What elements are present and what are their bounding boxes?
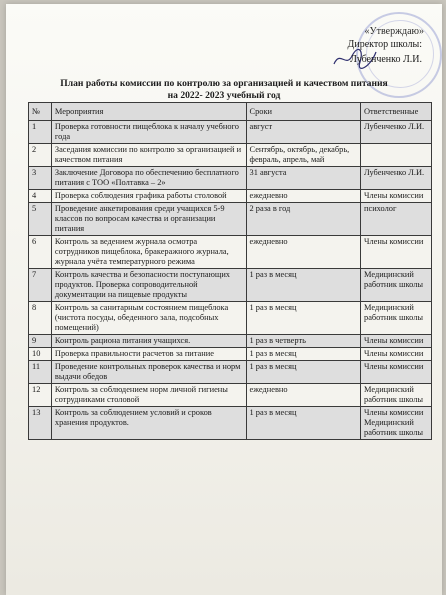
table-row (29, 236, 432, 269)
table-header-row (29, 103, 432, 121)
row-number: 5 (29, 203, 52, 236)
row-number: 6 (29, 236, 52, 269)
row-responsible: Члены комиссии (361, 348, 432, 361)
row-event: Проведение контрольных проверок качества и норм выдачи обедов (51, 361, 246, 384)
row-term: ежедневно (246, 236, 360, 269)
row-responsible: Медицинский работник школы (361, 302, 432, 335)
row-responsible: Члены комиссии (361, 335, 432, 348)
row-term: ежедневно (246, 384, 360, 407)
row-number: 11 (29, 361, 52, 384)
row-number: 2 (29, 144, 52, 167)
header-responsible: Ответственные (361, 103, 432, 121)
row-term: 1 раз в месяц (246, 269, 360, 302)
table-row (29, 348, 432, 361)
row-term: ежедневно (246, 190, 360, 203)
row-term: 1 раз в месяц (246, 407, 360, 440)
row-term: 31 августа (246, 167, 360, 190)
row-number: 1 (29, 121, 52, 144)
row-event: Контроль качества и безопасности поступающих продуктов. Проверка сопроводительной документации на пищевые продукты (51, 269, 246, 302)
header-event: Мероприятия (51, 103, 246, 121)
row-event: Заседания комиссии по контролю за организацией и качеством питания (51, 144, 246, 167)
table-row (29, 144, 432, 167)
director-label: Директор школы: (347, 39, 422, 50)
row-number: 13 (29, 407, 52, 440)
table-row (29, 121, 432, 144)
plan-title-line2: на 2022- 2023 учебный год (167, 90, 281, 101)
row-term: 1 раз в четверть (246, 335, 360, 348)
row-event: Проведение анкетирования среди учащихся 5-9 классов по вопросам качества и организации питания (51, 203, 246, 236)
table-row (29, 384, 432, 407)
row-responsible: Члены комиссии (361, 236, 432, 269)
approval-block (260, 26, 430, 74)
row-event: Контроль за соблюдением условий и сроков хранения продуктов. (51, 407, 246, 440)
row-responsible: Члены комиссии (361, 190, 432, 203)
row-responsible: Лубенченко Л.И. (361, 167, 432, 190)
row-term: август (246, 121, 360, 144)
row-event: Заключение Договора по обеспечению бесплатного питания с ТОО «Полтавка – 2» (51, 167, 246, 190)
plan-title (6, 78, 442, 102)
table-row (29, 335, 432, 348)
table-row (29, 302, 432, 335)
row-event: Контроль рациона питания учащихся. (51, 335, 246, 348)
row-responsible (361, 144, 432, 167)
header-num: № (29, 103, 52, 121)
plan-table (28, 102, 432, 440)
approval-label: «Утверждаю» (364, 26, 424, 37)
row-number: 9 (29, 335, 52, 348)
table-row (29, 167, 432, 190)
row-term: 1 раз в месяц (246, 361, 360, 384)
table-row (29, 407, 432, 440)
row-term: 2 раза в год (246, 203, 360, 236)
row-responsible: Медицинский работник школы (361, 269, 432, 302)
row-number: 3 (29, 167, 52, 190)
row-responsible: психолог (361, 203, 432, 236)
row-number: 12 (29, 384, 52, 407)
table-row (29, 190, 432, 203)
document-page (6, 4, 442, 595)
row-number: 8 (29, 302, 52, 335)
row-responsible: Медицинский работник школы (361, 384, 432, 407)
row-responsible: Лубенченко Л.И. (361, 121, 432, 144)
row-responsible: Члены комиссии Медицинский работник школы (361, 407, 432, 440)
row-event: Проверка готовности пищеблока к началу учебного года (51, 121, 246, 144)
plan-title-line1: План работы комиссии по контролю за организацией и качеством питания (60, 78, 388, 89)
row-event: Проверка соблюдения графика работы столовой (51, 190, 246, 203)
table-row (29, 203, 432, 236)
header-term: Сроки (246, 103, 360, 121)
row-responsible: Члены комиссии (361, 361, 432, 384)
table-row (29, 361, 432, 384)
row-term: 1 раз в месяц (246, 302, 360, 335)
row-number: 10 (29, 348, 52, 361)
row-term: 1 раз в месяц (246, 348, 360, 361)
row-number: 7 (29, 269, 52, 302)
table-row (29, 269, 432, 302)
row-event: Контроль за ведением журнала осмотра сотрудников пищеблока, бракеражного журнала, журнала учёта температурного режима (51, 236, 246, 269)
row-event: Контроль за соблюдением норм личной гигиены сотрудниками столовой (51, 384, 246, 407)
row-event: Контроль за санитарным состоянием пищеблока (чистота посуды, обеденного зала, подсобных помещений) (51, 302, 246, 335)
row-term: Сентябрь, октябрь, декабрь, февраль, апрель, май (246, 144, 360, 167)
signer-name: Лубенченко Л.И. (350, 54, 422, 65)
row-event: Проверка правильности расчетов за питание (51, 348, 246, 361)
row-number: 4 (29, 190, 52, 203)
